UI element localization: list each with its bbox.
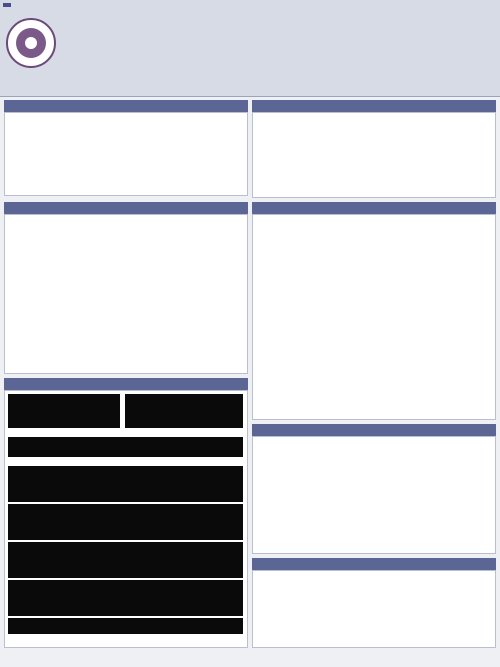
poster-id-badge — [3, 3, 11, 7]
gel-nc-1 — [8, 466, 243, 502]
phylo-panel — [252, 436, 496, 554]
gel-cp-indel7 — [125, 394, 243, 428]
gel-nc-5 — [8, 618, 243, 634]
methods-panel — [252, 112, 496, 198]
gel-nc-4 — [8, 580, 243, 616]
poster-header — [0, 0, 500, 97]
conclusion-panel — [252, 570, 496, 648]
section-abstract-heading — [4, 100, 248, 112]
section-methods-heading — [252, 100, 496, 112]
gel-mt-indel — [8, 437, 243, 457]
gel-cp-indel1 — [8, 394, 120, 428]
university-logo — [6, 18, 56, 68]
indel-panel — [252, 214, 496, 420]
phylogenetic-tree — [256, 439, 492, 543]
section-indel-heading — [252, 202, 496, 214]
section-phylo-heading — [252, 424, 496, 436]
genotyping-panel — [4, 390, 248, 648]
section-genotyping-heading — [4, 378, 248, 390]
gel-nc-3 — [8, 542, 243, 578]
section-genetic-heading — [4, 202, 248, 214]
poster-title — [62, 3, 492, 21]
abstract-panel — [4, 112, 248, 196]
genetic-resources-panel — [4, 214, 248, 374]
gel-nc-2 — [8, 504, 243, 540]
section-conclusion-heading — [252, 558, 496, 570]
